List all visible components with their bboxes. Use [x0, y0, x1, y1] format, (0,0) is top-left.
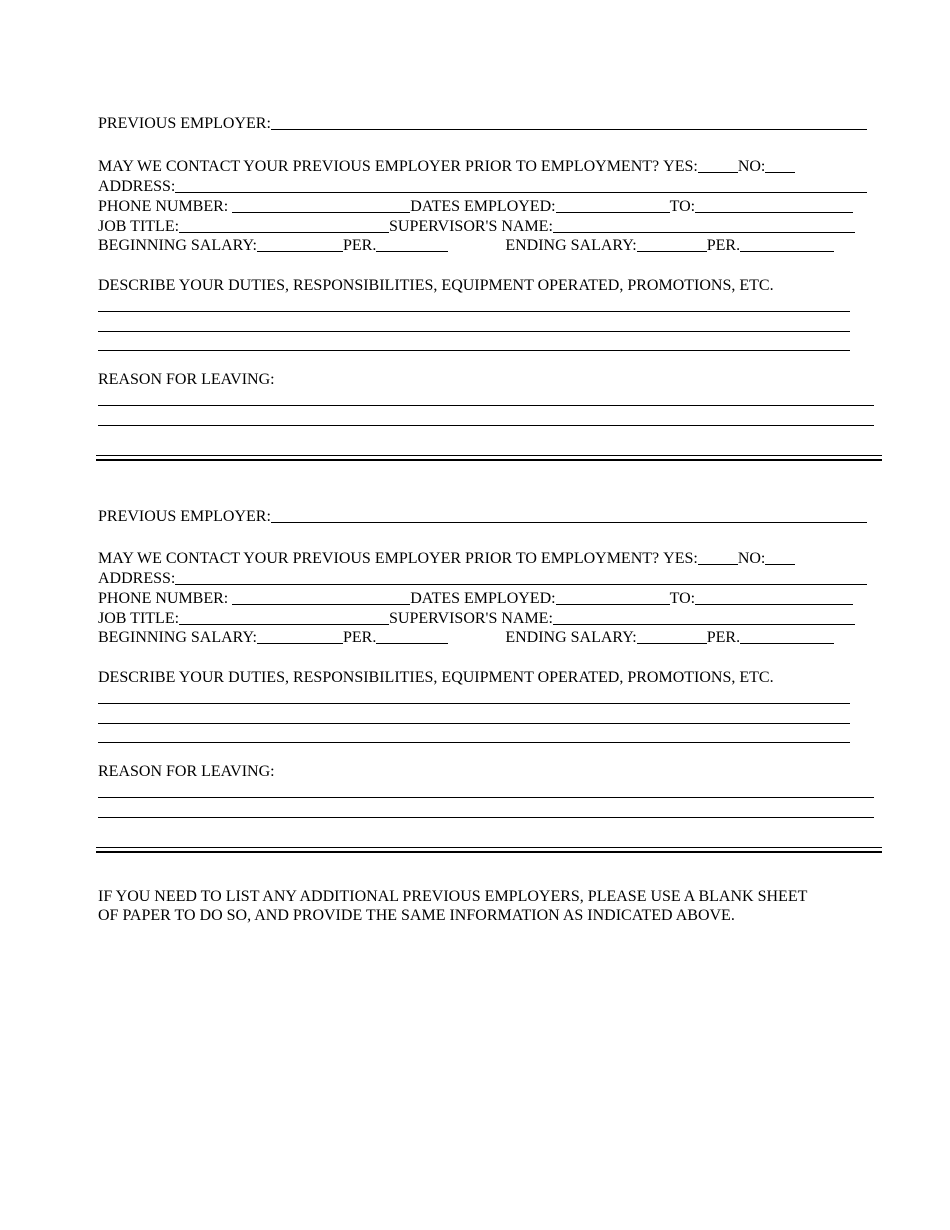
to-label: TO:	[669, 590, 696, 607]
contact-row	[98, 547, 795, 567]
per-label-2: PER.	[706, 237, 741, 254]
phone-dates-row	[98, 195, 853, 215]
no-label: NO:	[737, 550, 766, 567]
job-title-label: JOB TITLE:	[98, 218, 180, 235]
yes-label: YES:	[663, 550, 698, 567]
describe-row	[98, 666, 774, 686]
ending-salary-label: ENDING SALARY:	[505, 237, 637, 254]
address-field[interactable]	[175, 571, 867, 585]
per-label-1: PER.	[342, 629, 377, 646]
beginning-per-field[interactable]	[376, 238, 448, 252]
phone-label: PHONE NUMBER:	[98, 198, 229, 215]
ending-salary-field[interactable]	[637, 238, 707, 252]
dates-to-field[interactable]	[695, 199, 853, 213]
beginning-per-field[interactable]	[376, 630, 448, 644]
per-label-1: PER.	[342, 237, 377, 254]
describe-line-2[interactable]	[98, 331, 850, 332]
reason-row	[98, 368, 275, 388]
describe-label: DESCRIBE YOUR DUTIES, RESPONSIBILITIES, EQUIPMENT OPERATED, PROMOTIONS, ETC.	[98, 277, 774, 294]
phone-field[interactable]	[232, 199, 410, 213]
reason-row	[98, 760, 275, 780]
job-title-row	[98, 607, 855, 627]
previous-employer-label: PREVIOUS EMPLOYER:	[98, 508, 271, 525]
footer-line-2: OF PAPER TO DO SO, AND PROVIDE THE SAME INFORMATION AS INDICATED ABOVE.	[98, 907, 735, 924]
to-label: TO:	[669, 198, 696, 215]
additional-employers-note	[98, 887, 898, 925]
contact-question: MAY WE CONTACT YOUR PREVIOUS EMPLOYER PRIOR TO EMPLOYMENT?	[98, 158, 660, 175]
section-divider-thick	[96, 851, 882, 853]
job-title-field[interactable]	[179, 611, 389, 625]
dates-to-field[interactable]	[695, 591, 853, 605]
reason-label: REASON FOR LEAVING:	[98, 763, 275, 780]
phone-field[interactable]	[232, 591, 410, 605]
address-label: ADDRESS:	[98, 178, 176, 195]
ending-per-field[interactable]	[740, 630, 834, 644]
salary-row	[98, 626, 834, 646]
phone-label: PHONE NUMBER:	[98, 590, 229, 607]
dates-employed-label: DATES EMPLOYED:	[410, 198, 556, 215]
no-field[interactable]	[765, 551, 795, 565]
beginning-salary-field[interactable]	[257, 238, 343, 252]
ending-salary-label: ENDING SALARY:	[505, 629, 637, 646]
reason-label: REASON FOR LEAVING:	[98, 371, 275, 388]
beginning-salary-field[interactable]	[257, 630, 343, 644]
describe-line-3[interactable]	[98, 742, 850, 743]
address-row	[98, 567, 867, 587]
dates-employed-label: DATES EMPLOYED:	[410, 590, 556, 607]
reason-line-1[interactable]	[98, 797, 874, 798]
supervisor-label: SUPERVISOR'S NAME:	[389, 218, 553, 235]
supervisor-field[interactable]	[553, 219, 855, 233]
describe-line-3[interactable]	[98, 350, 850, 351]
per-label-2: PER.	[706, 629, 741, 646]
previous-employer-field[interactable]	[271, 509, 867, 523]
address-field[interactable]	[175, 179, 867, 193]
reason-line-2[interactable]	[98, 817, 874, 818]
dates-from-field[interactable]	[556, 199, 670, 213]
describe-line-2[interactable]	[98, 723, 850, 724]
no-label: NO:	[737, 158, 766, 175]
dates-from-field[interactable]	[556, 591, 670, 605]
previous-employer-row	[98, 112, 867, 132]
section-divider-thin	[96, 847, 882, 848]
beginning-salary-label: BEGINNING SALARY:	[98, 237, 257, 254]
contact-question: MAY WE CONTACT YOUR PREVIOUS EMPLOYER PRIOR TO EMPLOYMENT?	[98, 550, 660, 567]
describe-line-1[interactable]	[98, 311, 850, 312]
salary-row	[98, 234, 834, 254]
supervisor-label: SUPERVISOR'S NAME:	[389, 610, 553, 627]
yes-label: YES:	[663, 158, 698, 175]
job-title-field[interactable]	[179, 219, 389, 233]
ending-salary-field[interactable]	[637, 630, 707, 644]
address-row	[98, 175, 867, 195]
describe-label: DESCRIBE YOUR DUTIES, RESPONSIBILITIES, EQUIPMENT OPERATED, PROMOTIONS, ETC.	[98, 669, 774, 686]
supervisor-field[interactable]	[553, 611, 855, 625]
previous-employer-field[interactable]	[271, 116, 867, 130]
yes-field[interactable]	[698, 159, 738, 173]
contact-row	[98, 155, 795, 175]
employer-section-2	[0, 393, 950, 783]
describe-row	[98, 274, 774, 294]
yes-field[interactable]	[698, 551, 738, 565]
job-title-label: JOB TITLE:	[98, 610, 180, 627]
previous-employer-row	[98, 505, 867, 525]
employer-section-1	[0, 0, 950, 390]
no-field[interactable]	[765, 159, 795, 173]
phone-dates-row	[98, 587, 853, 607]
describe-line-1[interactable]	[98, 703, 850, 704]
previous-employer-label: PREVIOUS EMPLOYER:	[98, 115, 271, 132]
footer-line-1: IF YOU NEED TO LIST ANY ADDITIONAL PREVIOUS EMPLOYERS, PLEASE USE A BLANK SHEET	[98, 888, 808, 905]
address-label: ADDRESS:	[98, 570, 176, 587]
ending-per-field[interactable]	[740, 238, 834, 252]
job-title-row	[98, 215, 855, 235]
beginning-salary-label: BEGINNING SALARY:	[98, 629, 257, 646]
